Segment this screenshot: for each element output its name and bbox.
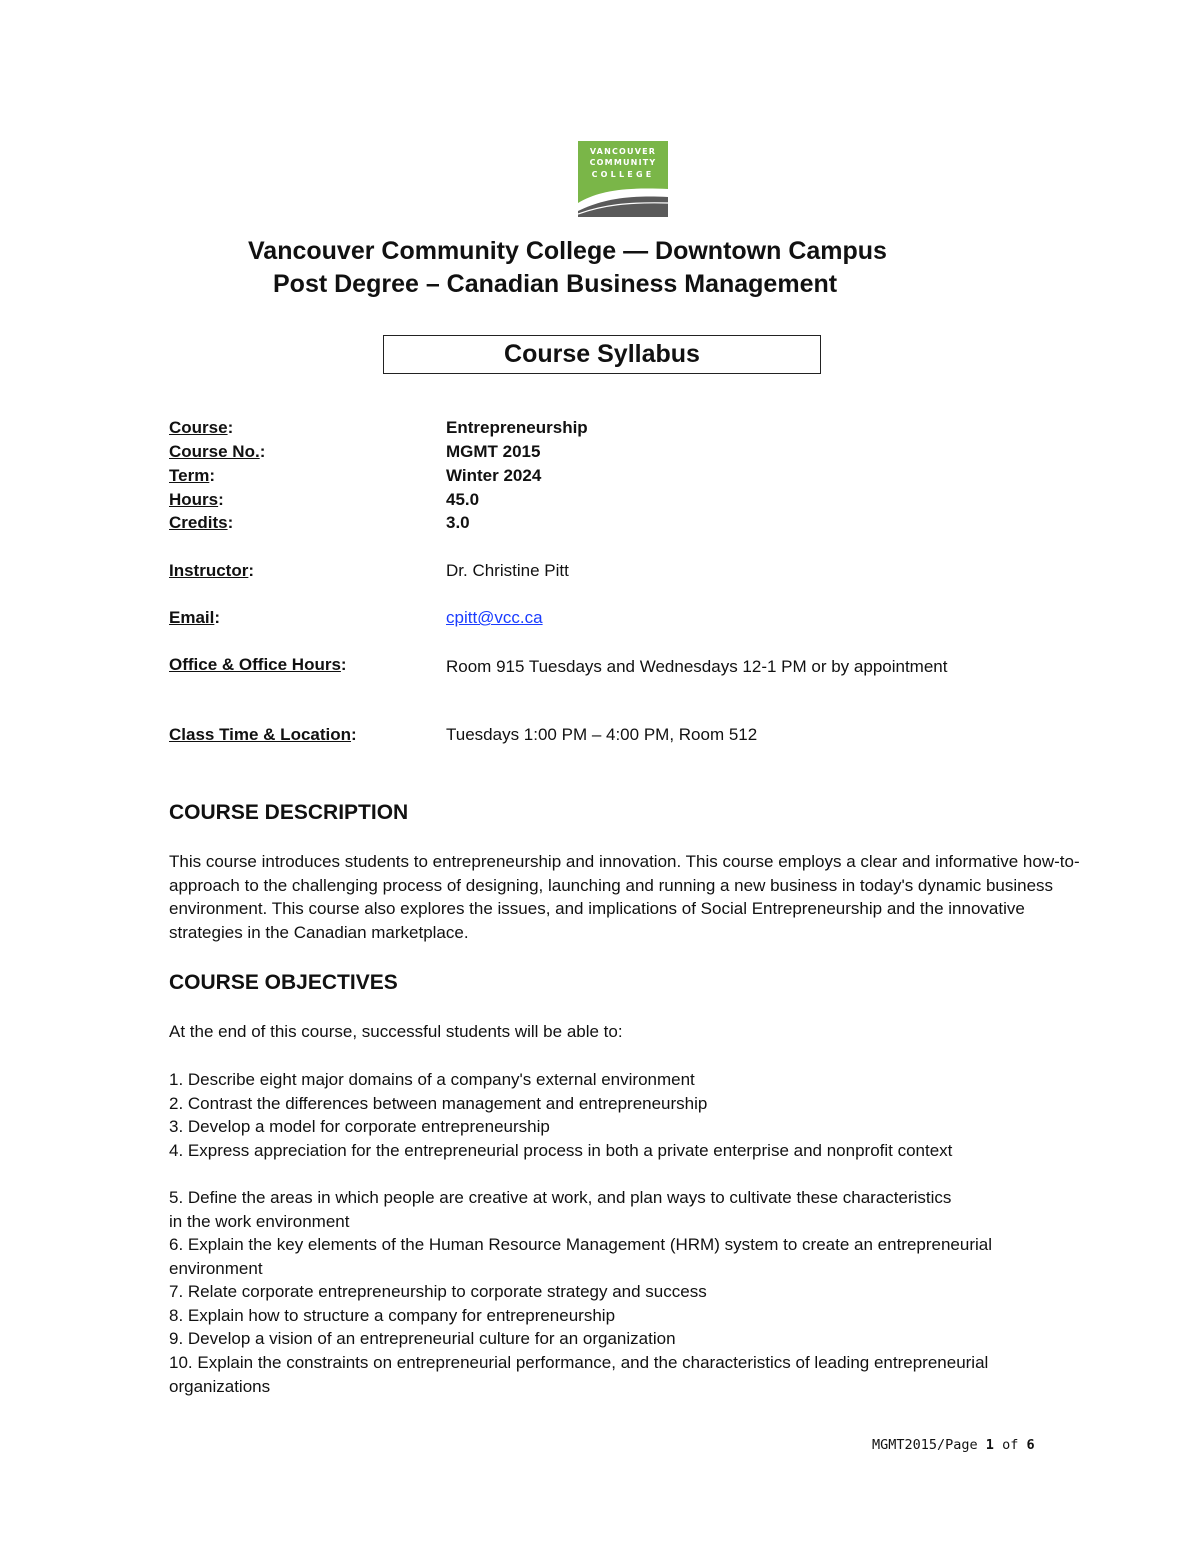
page-footer: MGMT2015/Page 1 of 6 xyxy=(872,1437,1035,1453)
page-total: 6 xyxy=(1026,1437,1035,1453)
objective-item: 3. Develop a model for corporate entrepreneurship xyxy=(169,1117,550,1136)
logo-line-3: COLLEGE xyxy=(591,170,655,179)
instructor-value: Dr. Christine Pitt xyxy=(446,561,569,580)
office-hours-label: Office & Office Hours: xyxy=(169,655,347,674)
course-description-heading: COURSE DESCRIPTION xyxy=(169,801,409,824)
college-title: Vancouver Community College — Downtown Campus xyxy=(248,237,887,265)
term-value: Winter 2024 xyxy=(446,466,542,485)
page-number: 1 xyxy=(985,1437,994,1453)
course-no-label: Course No.: xyxy=(169,442,266,461)
class-time-value: Tuesdays 1:00 PM – 4:00 PM, Room 512 xyxy=(446,725,758,744)
email-label: Email: xyxy=(169,608,221,627)
course-no-value: MGMT 2015 xyxy=(446,442,541,461)
objective-item: 6. Explain the key elements of the Human Resource Management (HRM) system to create an entrepreneurial environment xyxy=(169,1235,993,1278)
logo-line-1: VANCOUVER xyxy=(589,147,657,156)
objective-item: 8. Explain how to structure a company for entrepreneurship xyxy=(169,1306,616,1325)
objective-item: 10. Explain the constraints on entrepreneurial performance, and the characteristics of leading entrepreneurial organizations xyxy=(169,1353,989,1396)
objective-item: 1. Describe eight major domains of a company's external environment xyxy=(169,1070,695,1089)
course-value: Entrepreneurship xyxy=(446,418,588,437)
instructor-label: Instructor: xyxy=(169,561,255,580)
hours-value: 45.0 xyxy=(446,490,480,509)
objective-item: 5. Define the areas in which people are creative at work, and plan ways to cultivate these characteristics in the work environment xyxy=(169,1188,952,1231)
logo-line-2: COMMUNITY xyxy=(589,158,657,167)
email-link[interactable]: cpitt@vcc.ca xyxy=(446,608,543,627)
objectives-intro: At the end of this course, successful students will be able to: xyxy=(169,1022,623,1041)
course-objectives-heading: COURSE OBJECTIVES xyxy=(169,971,398,994)
logo-swoosh-icon xyxy=(578,181,668,217)
course-label: Course: xyxy=(169,418,234,437)
credits-label: Credits: xyxy=(169,513,234,532)
class-time-label: Class Time & Location: xyxy=(169,725,357,744)
objective-item: 7. Relate corporate entrepreneurship to corporate strategy and success xyxy=(169,1282,707,1301)
objective-item: 2. Contrast the differences between management and entrepreneurship xyxy=(169,1094,708,1113)
objective-item: 4. Express appreciation for the entrepreneurial process in both a private enterprise and nonprofit context xyxy=(169,1141,953,1160)
term-label: Term: xyxy=(169,466,215,485)
office-hours-value: Room 915 Tuesdays and Wednesdays 12-1 PM or by appointment xyxy=(446,657,948,676)
email-value xyxy=(446,608,543,628)
program-title: Post Degree – Canadian Business Management xyxy=(273,270,838,298)
objective-item: 9. Develop a vision of an entrepreneurial culture for an organization xyxy=(169,1329,676,1348)
course-description-text: This course introduces students to entrepreneurship and innovation. This course employs a clear and informative how-to-approach to the challenging process of designing, launching and running a new business in today's dynamic business environment. This course also explores the issues, and implications of Social Entrepreneurship and the innovative strategies in the Canadian marketplace. xyxy=(169,852,1080,942)
course-syllabus-heading: Course Syllabus xyxy=(383,335,821,374)
credits-value: 3.0 xyxy=(446,513,470,532)
vcc-logo xyxy=(578,141,668,217)
hours-label: Hours: xyxy=(169,490,224,509)
